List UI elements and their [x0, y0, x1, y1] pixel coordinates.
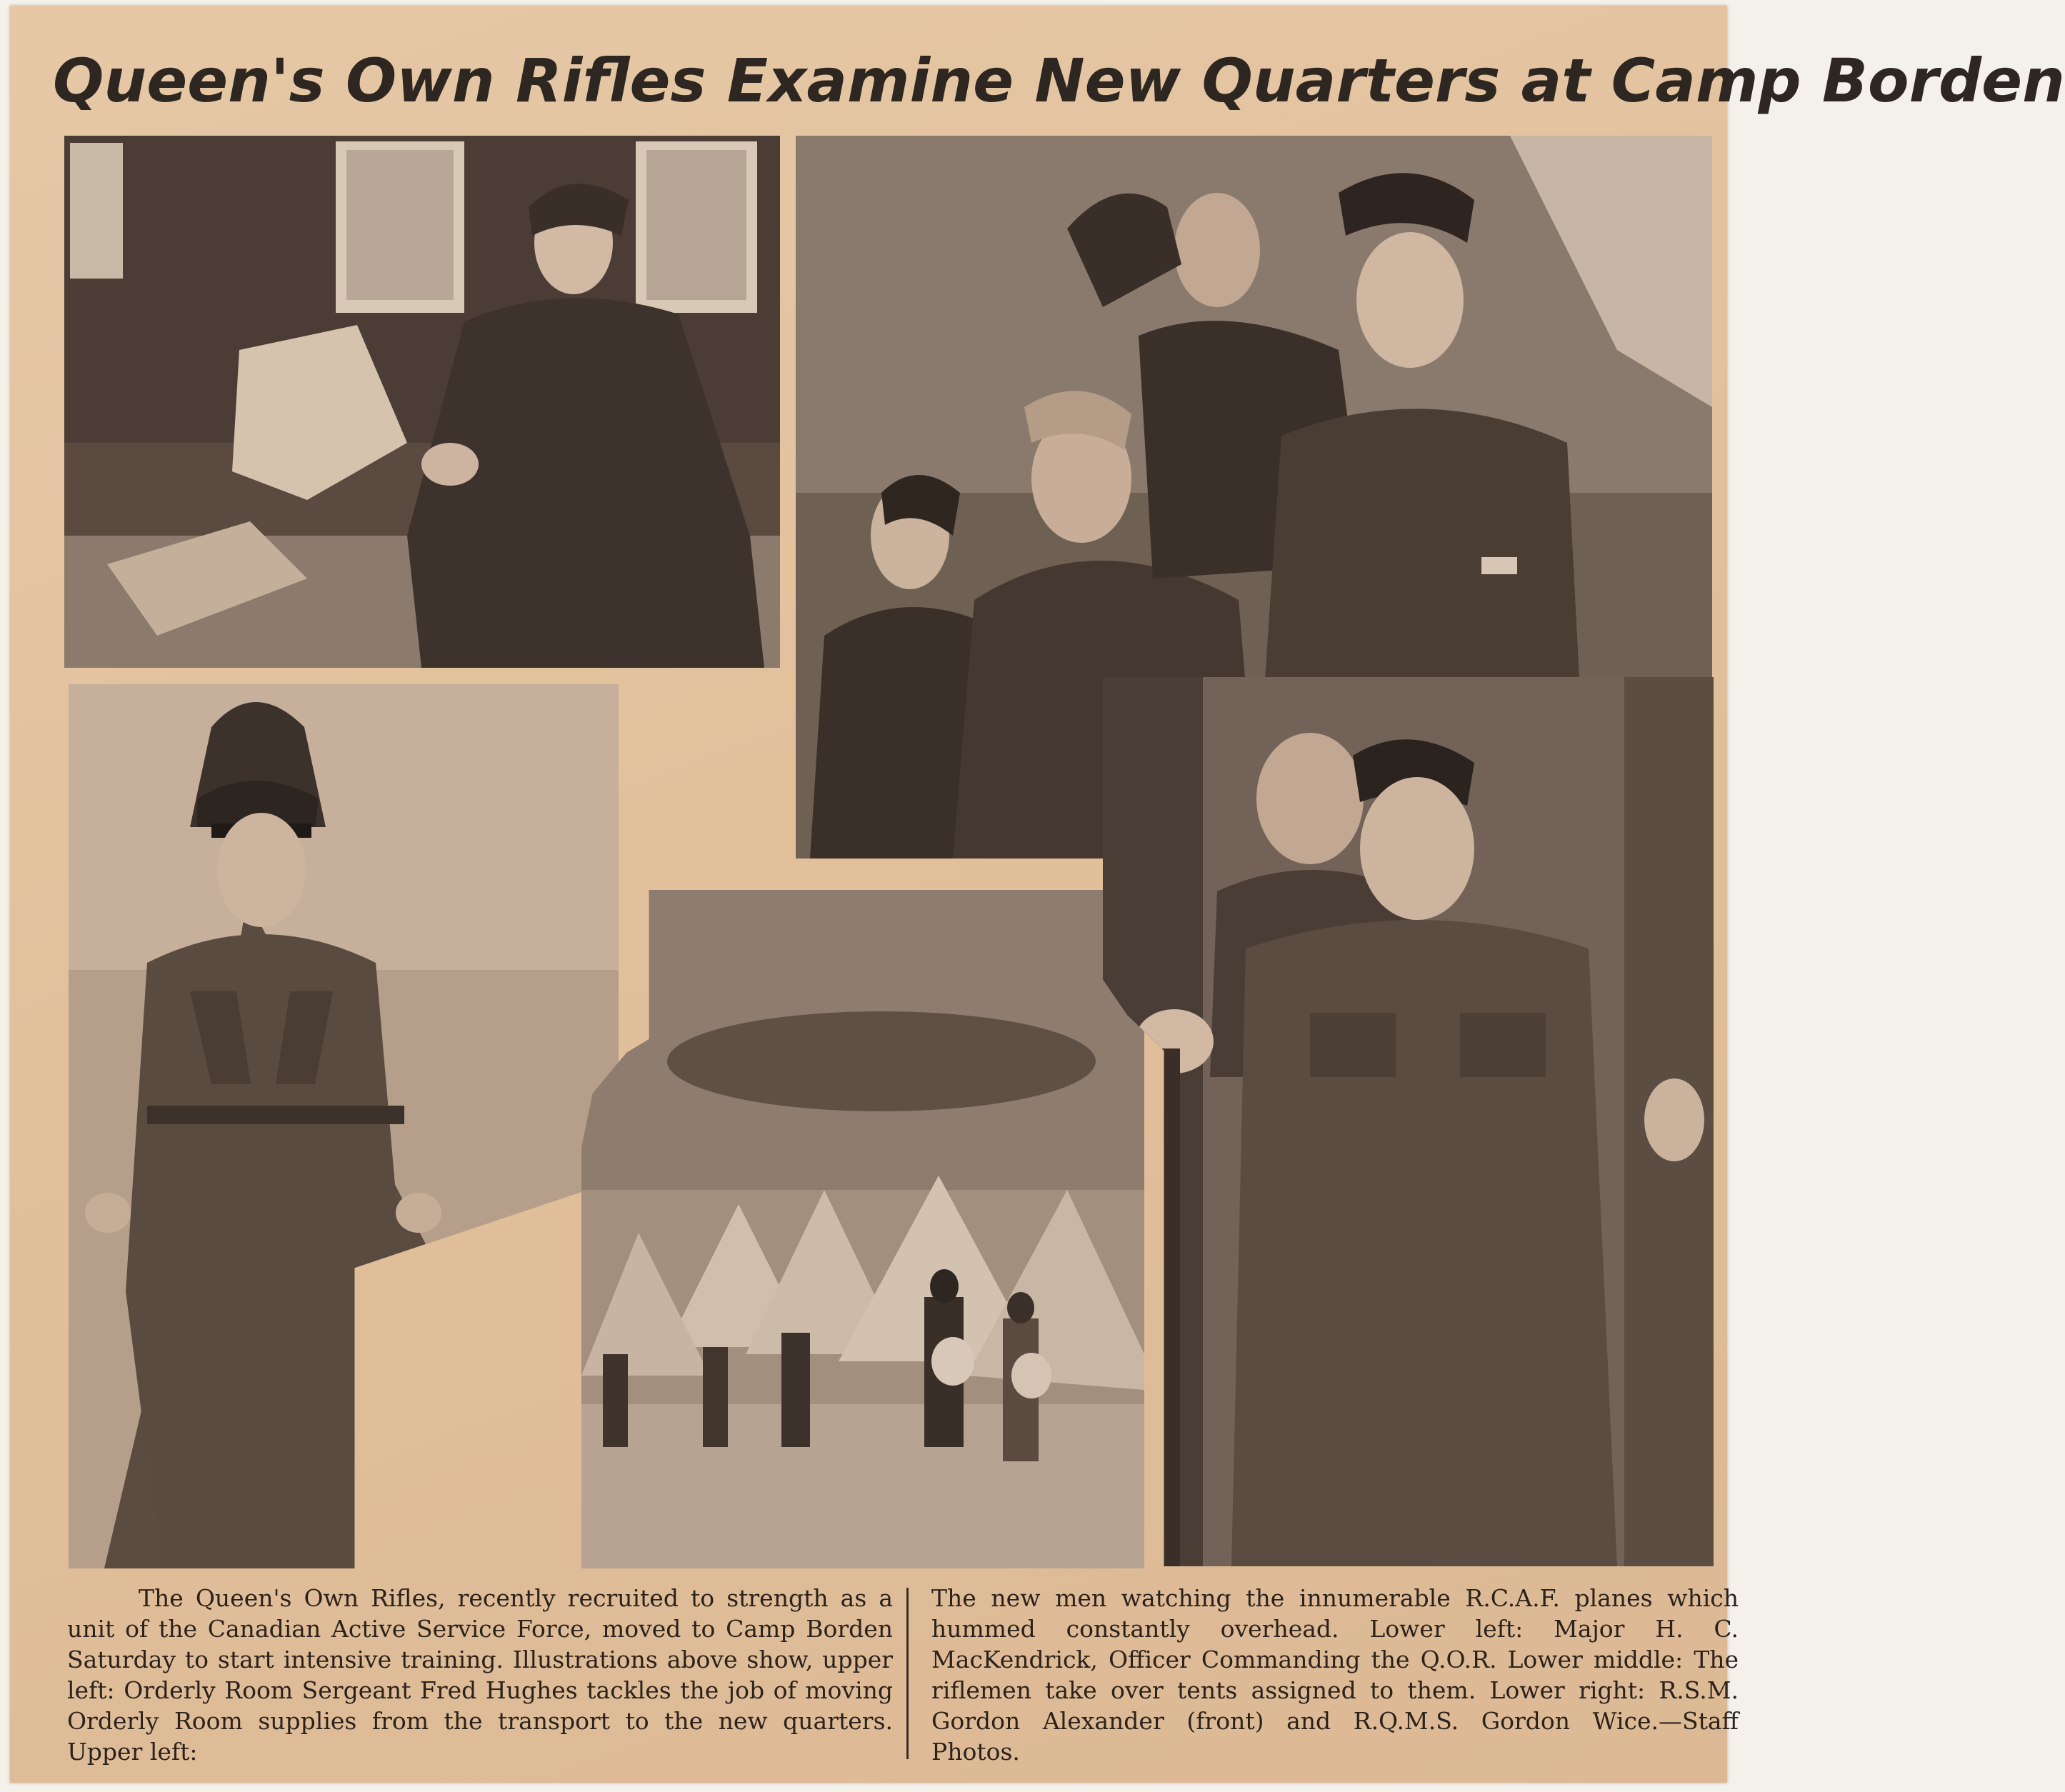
photo-upper-left	[64, 136, 780, 668]
photo-lower-right	[1103, 677, 1714, 1566]
photo-lower-left	[69, 684, 619, 1568]
photo-lower-middle	[581, 890, 1144, 1568]
newspaper-clipping	[10, 6, 2065, 1783]
headline: Queen's Own Rifles Examine New Quarters at Camp Borden	[53, 46, 2065, 116]
column-rule	[906, 1588, 909, 1759]
caption-left-column: The Queen's Own Rifles, recently recruited to strength as a unit of the Canadian Active Service Force, moved to Camp Borden Saturday to start intensive training. Illustrations above show, upper left: Orderly Room Sergeant Fred Hughes tackles the job of moving Orderly Room supplies from the transport to the new quarters. Upper left:	[67, 1584, 893, 1766]
caption-right-column: The new men watching the innumerable R.C.A.F. planes which hummed constantly overhead. Lower left: Major H. C. MacKendrick, Officer Commanding the Q.O.R. Lower middle: The riflemen take over tents assigned to them. Lower right: R.S.M. Gordon Alexander (front) and R.Q.M.S. Gordon Wice.—Staff Photos.	[931, 1584, 1739, 1766]
